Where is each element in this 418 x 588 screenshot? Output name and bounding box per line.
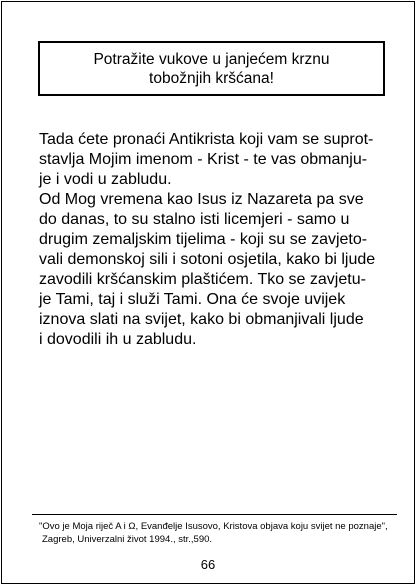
body-line: Tada ćete pronaći Antikrista koji vam se suprot- — [39, 131, 374, 148]
body-line: zavodili kršćanskim plaštićem. Tko se zavjetu- — [39, 271, 366, 288]
body-line: iznova slati na svijet, kako bi obmanjivali ljude — [39, 311, 364, 328]
title-line-2: tobožnjih kršćana! — [149, 69, 274, 87]
body-paragraphs — [39, 130, 389, 350]
footnote-line-1: "Ovo je Moja riječ A i Ω, Evanđelje Isusovo, Kristova objava koju svijet ne poznaje", — [39, 521, 388, 532]
body-line: i dovodili ih u zabludu. — [39, 331, 197, 348]
body-line: je i vodi u zabludu. — [39, 171, 172, 188]
body-line: stavlja Mojim imenom - Krist - te vas obmanju- — [39, 151, 368, 168]
body-line: drugim zemaljskim tijelima - koji su se zavjeto- — [39, 231, 368, 248]
document-page — [1, 1, 415, 584]
body-line: vali demonskoj sili i sotoni osjetila, kako bi ljude — [39, 251, 376, 268]
footnote-divider — [32, 514, 397, 515]
footnote-line-2: Zagreb, Univerzalni život 1994., str.,590. — [42, 534, 213, 545]
body-line: do danas, to su stalno isti licemjeri - samo u — [39, 211, 350, 228]
footnote — [39, 520, 409, 546]
title-box — [38, 41, 385, 96]
page-number: 66 — [200, 557, 216, 572]
body-line: Od Mog vremena kao Isus iz Nazareta pa sve — [39, 191, 364, 208]
title-line-1: Potražite vukove u janjećem krznu — [93, 50, 330, 68]
body-line: je Tami, taj i služi Tami. Ona će svoje uvijek — [39, 291, 346, 308]
